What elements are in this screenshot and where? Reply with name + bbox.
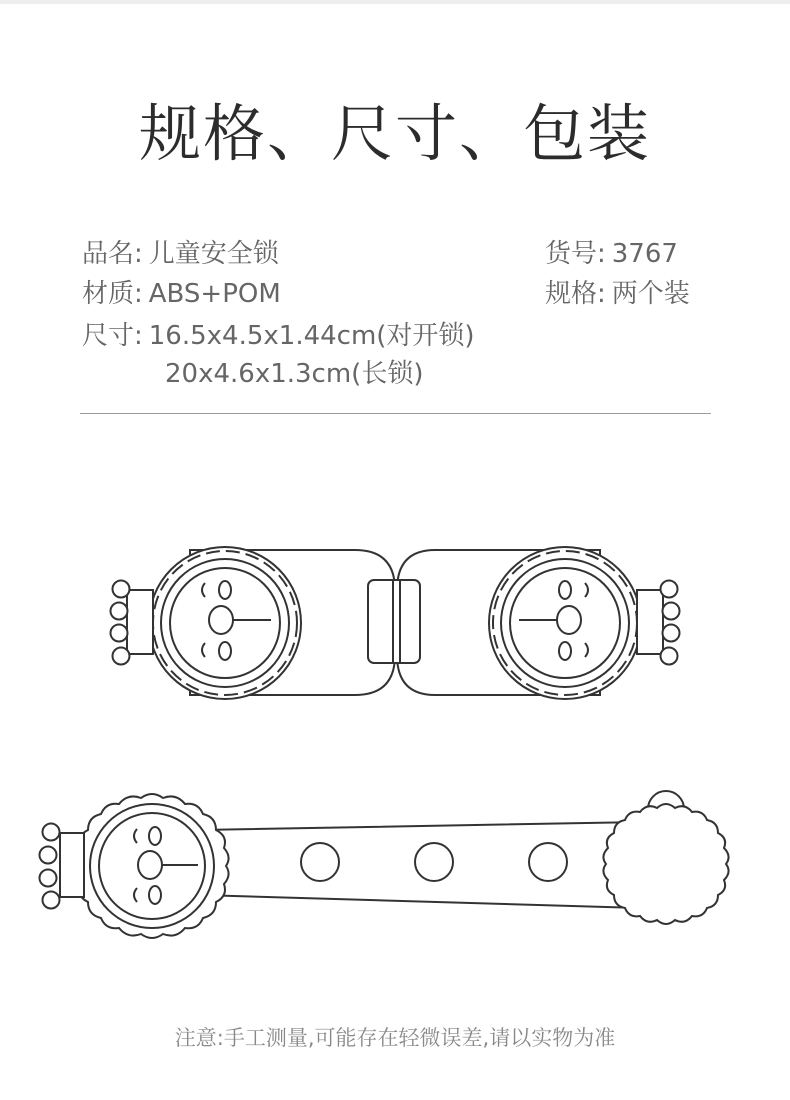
spec-name-label: 品名: xyxy=(82,239,143,269)
spec-material-value: ABS+POM xyxy=(148,279,281,309)
spec-name-value: 儿童安全锁 xyxy=(148,239,279,269)
spec-size-value-2: 20x4.6x1.3cm(长锁) xyxy=(165,359,424,389)
spec-size-value-1: 16.5x4.5x1.44cm(对开锁) xyxy=(148,321,475,351)
spec-package-value: 两个装 xyxy=(611,279,690,309)
double-door-lock xyxy=(111,547,680,699)
spec-item-no-label: 货号: xyxy=(545,239,606,269)
measurement-note: 注意:手工测量,可能存在轻微误差,请以实物为准 xyxy=(174,1026,616,1050)
long-strap-lock xyxy=(40,791,729,938)
spec-material-label: 材质: xyxy=(82,279,143,309)
spec-size-label: 尺寸: xyxy=(82,321,143,351)
page-title: 规格、尺寸、包装 xyxy=(138,97,651,170)
spec-package-label: 规格: xyxy=(545,279,606,309)
spec-item-no-value: 3767 xyxy=(611,239,678,269)
